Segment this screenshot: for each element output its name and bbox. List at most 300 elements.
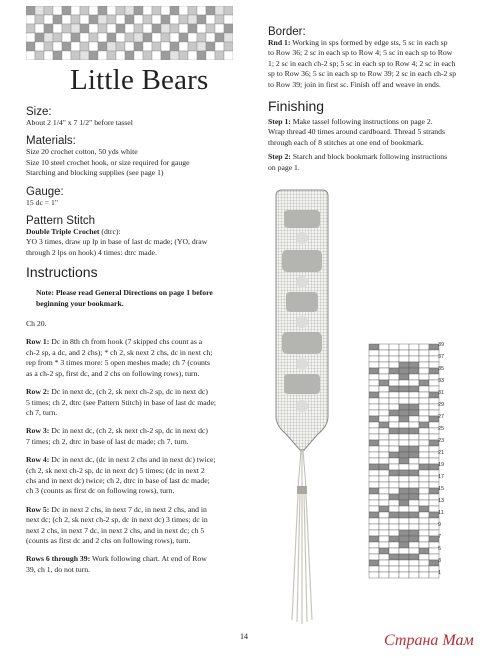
header-grid-cell <box>161 42 170 51</box>
header-checker-grid <box>26 6 233 60</box>
chart-cell <box>409 416 419 422</box>
chart-cell <box>409 422 419 428</box>
chart-cell <box>379 542 389 548</box>
chart-cell <box>369 500 379 506</box>
chart-cell <box>389 356 399 362</box>
header-grid-cell <box>224 24 233 33</box>
header-grid-cell <box>206 6 215 15</box>
chart-row-labels <box>438 342 478 580</box>
chart-cell <box>369 392 379 398</box>
chart-cell <box>409 368 419 374</box>
header-grid-cell <box>215 6 224 15</box>
header-grid-cell <box>26 6 35 15</box>
header-grid-cell <box>143 42 152 51</box>
header-grid-cell <box>26 24 35 33</box>
header-grid-cell <box>161 33 170 42</box>
chart-cell <box>369 440 379 446</box>
instruction-line: ch 7, turn. <box>26 407 58 417</box>
chart-cell <box>379 356 389 362</box>
chart-cell <box>389 470 399 476</box>
instruction-line: (ch 2, sk next ch-2 sp, dc in next dc) 5 times; (dc in next 2 <box>26 465 205 475</box>
note-line: Note: Please read General Directions on page 1 before <box>36 288 213 298</box>
chart-cell <box>379 518 389 524</box>
chart-cell <box>369 560 379 566</box>
chart-cell <box>369 572 379 578</box>
header-grid-cell <box>215 33 224 42</box>
chart-cell <box>419 536 429 542</box>
chart-cell <box>389 374 399 380</box>
chart-cell <box>419 386 429 392</box>
chart-cell <box>399 572 409 578</box>
chart-cell <box>409 356 419 362</box>
chart-cell <box>369 416 379 422</box>
chart-cell <box>369 482 379 488</box>
gauge-heading: Gauge: <box>26 185 64 198</box>
chart-cell <box>369 458 379 464</box>
instruction-line: (counts as first dc and 2 chs on following rows), turn. <box>26 535 191 545</box>
header-grid-cell <box>35 6 44 15</box>
header-grid-cell <box>107 33 116 42</box>
header-grid-cell <box>98 24 107 33</box>
chart-cell <box>369 524 379 530</box>
chart-cell <box>419 392 429 398</box>
chart-cell <box>399 422 409 428</box>
header-grid-cell <box>215 42 224 51</box>
chart-cell <box>409 488 419 494</box>
chart-cell <box>409 434 419 440</box>
chart-cell <box>409 428 419 434</box>
header-grid-cell <box>53 42 62 51</box>
instruction-line: chs and in next dc) twice; ch 2, dtrc in base of last dc made; <box>26 475 210 485</box>
chart-cell <box>389 410 399 416</box>
chart-cell <box>389 566 399 572</box>
header-grid-cell <box>53 6 62 15</box>
chart-cell <box>419 470 429 476</box>
chart-row-label: 29 <box>438 402 445 408</box>
chart-cell <box>399 350 409 356</box>
header-grid-cell <box>215 15 224 24</box>
chart-cell <box>399 548 409 554</box>
header-grid-cell <box>62 33 71 42</box>
header-grid-cell <box>134 42 143 51</box>
header-grid-cell <box>215 51 224 60</box>
chart-cell <box>419 482 429 488</box>
border-line: 1; 2 sc in each ch-2 sp; 5 sc in each sp to Row 4; 2 sc in each <box>268 58 456 68</box>
materials-line: Size 10 steel crochet hook, or size required for gauge <box>26 157 190 167</box>
chart-cell <box>419 362 429 368</box>
chart-cell <box>409 464 419 470</box>
header-grid-cell <box>80 6 89 15</box>
chart-cell <box>399 470 409 476</box>
header-grid-cell <box>89 33 98 42</box>
header-grid-cell <box>26 33 35 42</box>
header-grid-cell <box>152 24 161 33</box>
chart-cell <box>369 548 379 554</box>
chart-cell <box>379 458 389 464</box>
chart-cell <box>379 566 389 572</box>
chart-row-label: 19 <box>438 462 445 468</box>
header-grid-cell <box>107 42 116 51</box>
instruction-line: as a ch-2 sp, first dc, and 2 chs on following rows), turn. <box>26 368 200 378</box>
chart-cell <box>399 398 409 404</box>
chart-cell <box>419 404 429 410</box>
chart-cell <box>379 398 389 404</box>
instruction-line: ch-2 sp, a dc, and 2 chs); * ch 2, sk next 2 chs, dc in next ch; <box>26 347 213 357</box>
chart-cell <box>379 446 389 452</box>
chart-cell <box>399 356 409 362</box>
header-grid-cell <box>197 51 206 60</box>
header-grid-cell <box>44 6 53 15</box>
chart-cell <box>389 368 399 374</box>
header-grid-cell <box>170 24 179 33</box>
chart-cell <box>409 548 419 554</box>
chart-cell <box>389 494 399 500</box>
page-number: 14 <box>240 632 248 641</box>
chart-cell <box>399 518 409 524</box>
chart-row-label: 33 <box>438 378 445 384</box>
chart-cell <box>379 494 389 500</box>
chart-cell <box>419 500 429 506</box>
chart-cell <box>419 524 429 530</box>
chart-cell <box>369 530 379 536</box>
chart-cell <box>389 380 399 386</box>
chart-cell <box>419 416 429 422</box>
chart-cell <box>389 446 399 452</box>
header-grid-cell <box>224 33 233 42</box>
header-grid-cell <box>152 51 161 60</box>
chart-cell <box>399 500 409 506</box>
instruction-line: Row 3: Dc in next dc, (ch 2, sk next ch-2 sp, dc in next dc) <box>26 426 208 436</box>
chart-cell <box>389 350 399 356</box>
chart-cell <box>369 380 379 386</box>
header-grid-cell <box>125 33 134 42</box>
chart-cell <box>409 350 419 356</box>
chart-cell <box>389 488 399 494</box>
instruction-line: next dc; (ch 2, sk next ch-2 sp, dc in next dc) 3 times; dc in <box>26 515 208 525</box>
chart-cell <box>419 488 429 494</box>
chart-cell <box>399 446 409 452</box>
chart-cell <box>379 410 389 416</box>
instruction-line: Row 4: Dc in next dc, (dc in next 2 chs and in next dc) twice; <box>26 455 216 465</box>
chart-cell <box>419 566 429 572</box>
chart-cell <box>389 542 399 548</box>
chart-cell <box>379 530 389 536</box>
chart-cell <box>419 374 429 380</box>
chart-cell <box>399 386 409 392</box>
chart-cell <box>379 440 389 446</box>
chart-cell <box>409 344 419 350</box>
chart-cell <box>379 536 389 542</box>
header-grid-cell <box>125 51 134 60</box>
chart-cell <box>419 518 429 524</box>
header-grid-cell <box>143 6 152 15</box>
chart-cell <box>399 530 409 536</box>
header-grid-cell <box>197 6 206 15</box>
instruction-line: next 2 chs, in next 7 dc, in next 2 chs, and in next dc; ch 5 <box>26 525 205 535</box>
header-grid-cell <box>125 24 134 33</box>
chart-cell <box>369 368 379 374</box>
chart-cell <box>379 452 389 458</box>
header-grid-cell <box>26 15 35 24</box>
chart-cell <box>389 572 399 578</box>
chart-cell <box>389 512 399 518</box>
chart-cell <box>369 452 379 458</box>
chart-cell <box>409 572 419 578</box>
chart-cell <box>399 458 409 464</box>
header-grid-cell <box>206 24 215 33</box>
chart-cell <box>389 386 399 392</box>
header-grid-cell <box>179 42 188 51</box>
chart-cell <box>399 542 409 548</box>
header-grid-cell <box>197 33 206 42</box>
chart-cell <box>419 560 429 566</box>
chart-cell <box>419 458 429 464</box>
header-grid-cell <box>62 6 71 15</box>
chart-cell <box>409 524 419 530</box>
chart-cell <box>369 512 379 518</box>
header-grid-cell <box>188 24 197 33</box>
chart-cell <box>379 488 389 494</box>
chart-cell <box>399 536 409 542</box>
header-grid-cell <box>89 51 98 60</box>
chart-cell <box>369 344 379 350</box>
chart-cell <box>379 362 389 368</box>
instruction-line: Row 2: Dc in next dc, (ch 2, sk next ch-2 sp, dc in next dc) <box>26 387 208 397</box>
header-grid-cell <box>134 24 143 33</box>
chart-cell <box>379 470 389 476</box>
chart-cell <box>369 488 379 494</box>
instruction-line: 7 times; ch 2, dtrc in base of last dc made; ch 7, turn. <box>26 436 189 446</box>
chart-cell <box>419 440 429 446</box>
step1-line: through each of 8 stitches at one end of bookmark. <box>268 137 424 147</box>
chart-cell <box>419 476 429 482</box>
pattern-stitch-heading: Pattern Stitch <box>26 215 96 228</box>
chart-cell <box>389 554 399 560</box>
gauge-text: 15 dc = 1" <box>26 197 59 207</box>
chart-row-label: 23 <box>438 438 445 444</box>
header-grid-cell <box>143 24 152 33</box>
border-line: Rnd 1: Working in sps formed by edge sts, 5 sc in each sp <box>268 38 448 47</box>
chart-cell <box>409 362 419 368</box>
watermark-logo: Страна Мам <box>384 632 474 649</box>
chart-cell <box>409 446 419 452</box>
chart-cell <box>369 536 379 542</box>
header-grid-cell <box>80 51 89 60</box>
chart-cell <box>409 536 419 542</box>
header-grid-cell <box>125 6 134 15</box>
chart-cell <box>369 446 379 452</box>
chart-cell <box>409 482 419 488</box>
chart-cell <box>389 458 399 464</box>
materials-heading: Materials: <box>26 135 76 148</box>
chart-cell <box>419 428 429 434</box>
chart-cell <box>399 506 409 512</box>
header-grid-cell <box>161 15 170 24</box>
header-grid-cell <box>206 33 215 42</box>
chart-cell <box>369 476 379 482</box>
instruction-row <box>26 505 248 547</box>
chart-cell <box>399 344 409 350</box>
chart-cell <box>389 530 399 536</box>
chart-cell <box>389 524 399 530</box>
header-grid-cell <box>62 42 71 51</box>
chart-cell <box>419 542 429 548</box>
header-grid-cell <box>98 42 107 51</box>
header-grid-cell <box>71 42 80 51</box>
header-grid-cell <box>152 6 161 15</box>
chart-row-label: 15 <box>438 486 445 492</box>
header-grid-cell <box>80 15 89 24</box>
header-grid-cell <box>35 24 44 33</box>
header-grid-cell <box>89 42 98 51</box>
header-grid-cell <box>53 24 62 33</box>
chart-cell <box>409 518 419 524</box>
chart-cell <box>379 380 389 386</box>
chart-cell <box>419 506 429 512</box>
chart-cell <box>389 404 399 410</box>
border-heading: Border: <box>268 26 306 38</box>
note-line: beginning your bookmark. <box>36 298 124 308</box>
chart-row-label: 39 <box>438 342 445 348</box>
chart-cell <box>419 494 429 500</box>
header-grid-cell <box>62 24 71 33</box>
header-grid-cell <box>89 15 98 24</box>
chart-cell <box>389 398 399 404</box>
chart-row-label: 11 <box>438 510 444 516</box>
chart-cell <box>399 374 409 380</box>
header-grid-cell <box>224 42 233 51</box>
chart-cell <box>369 350 379 356</box>
pattern-stitch-name: Double Triple Crochet (dtrc): <box>26 227 121 237</box>
header-grid-cell <box>26 42 35 51</box>
chart-cell <box>389 506 399 512</box>
chart-cell <box>399 512 409 518</box>
chart-cell <box>369 518 379 524</box>
header-grid-cell <box>116 6 125 15</box>
header-grid-cell <box>44 24 53 33</box>
step1-line: Step 1: Make tassel following instructions on page 2. <box>268 117 433 127</box>
chart-cell <box>419 446 429 452</box>
chart-cell <box>399 380 409 386</box>
instruction-row <box>26 387 248 418</box>
header-grid-cell <box>107 6 116 15</box>
chart-cell <box>409 476 419 482</box>
header-grid-cell <box>44 42 53 51</box>
chart-cell <box>399 416 409 422</box>
chart-cell <box>389 434 399 440</box>
chart-cell <box>369 356 379 362</box>
chart-cell <box>369 542 379 548</box>
chart-cell <box>379 344 389 350</box>
chart-cell <box>389 362 399 368</box>
border-line: sp to Row 36; 5 sc in each sp to Row 39; 2 sc in each ch-2 sp <box>268 69 457 79</box>
instruction-line: 39, ch 1, do not turn. <box>26 564 91 574</box>
instruction-line: Row 5: Dc in next 2 chs, in next 7 dc, in next 2 chs, and in <box>26 504 207 514</box>
chart-cell <box>389 548 399 554</box>
page-title: Little Bears <box>70 64 209 96</box>
chart-cell <box>379 506 389 512</box>
header-grid-cell <box>125 15 134 24</box>
chart-cell <box>409 542 419 548</box>
header-grid-cell <box>44 51 53 60</box>
size-heading: Size: <box>26 106 52 118</box>
chart-row-label: 3 <box>438 558 442 564</box>
chart-cell <box>379 422 389 428</box>
header-grid-cell <box>53 33 62 42</box>
chart-cell <box>409 380 419 386</box>
chart-row-label: 13 <box>438 498 445 504</box>
header-grid-cell <box>206 51 215 60</box>
header-grid-cell <box>170 6 179 15</box>
instruction-line: 5 times; ch 2, dtrc (see Pattern Stitch) in base of last dc made; <box>26 397 216 407</box>
header-grid-cell <box>26 51 35 60</box>
chart-cell <box>399 494 409 500</box>
chart-cell <box>399 434 409 440</box>
header-grid-cell <box>116 15 125 24</box>
chart-cell <box>409 386 419 392</box>
chart-row-label: 25 <box>438 426 445 432</box>
chart-cell <box>379 560 389 566</box>
chart-row-label: 37 <box>438 354 445 360</box>
materials-line: Size 20 crochet cotton, 50 yds white <box>26 147 138 157</box>
header-grid-cell <box>71 24 80 33</box>
bookmark-photo <box>272 188 332 628</box>
header-grid-cell <box>179 24 188 33</box>
chart-cell <box>369 398 379 404</box>
header-grid-cell <box>71 51 80 60</box>
chart-cell <box>379 512 389 518</box>
chart-cell <box>399 476 409 482</box>
chart-cell <box>399 452 409 458</box>
chart-cell <box>409 566 419 572</box>
header-grid-cell <box>179 33 188 42</box>
header-grid-cell <box>107 24 116 33</box>
chart-cell <box>409 392 419 398</box>
chart-cell <box>419 554 429 560</box>
header-grid-cell <box>152 15 161 24</box>
header-grid-cell <box>125 42 134 51</box>
instruction-line: Row 1: Dc in 8th ch from hook (7 skipped chs count as a <box>26 337 203 347</box>
chart-cell <box>399 404 409 410</box>
chart-cell <box>409 512 419 518</box>
instruction-row <box>26 455 248 497</box>
header-grid-cell <box>224 51 233 60</box>
chart-grid <box>368 342 446 580</box>
instruction-line: rep from * 3 times more: 5 open meshes made; ch 7 (counts <box>26 358 211 368</box>
pattern-stitch-line: YO 3 times, draw up lp in base of last dc made; (YO, draw <box>26 237 208 247</box>
chart-cell <box>369 362 379 368</box>
chart-cell <box>379 554 389 560</box>
header-grid-cell <box>116 42 125 51</box>
header-grid-cell <box>71 6 80 15</box>
header-grid-cell <box>134 33 143 42</box>
header-grid-cell <box>98 33 107 42</box>
header-grid-cell <box>35 51 44 60</box>
header-grid-cell <box>80 33 89 42</box>
chart-cell <box>419 512 429 518</box>
chart-cell <box>409 470 419 476</box>
header-grid-cell <box>215 24 224 33</box>
chart-cell <box>409 458 419 464</box>
chart-cell <box>379 428 389 434</box>
border-line: to Row 39; join in first sc. Finish off and weave in ends. <box>268 79 441 89</box>
header-grid-cell <box>107 15 116 24</box>
header-grid-cell <box>98 51 107 60</box>
header-grid-cell <box>197 24 206 33</box>
chart-cell <box>379 374 389 380</box>
chart-cell <box>389 416 399 422</box>
chart-cell <box>399 392 409 398</box>
